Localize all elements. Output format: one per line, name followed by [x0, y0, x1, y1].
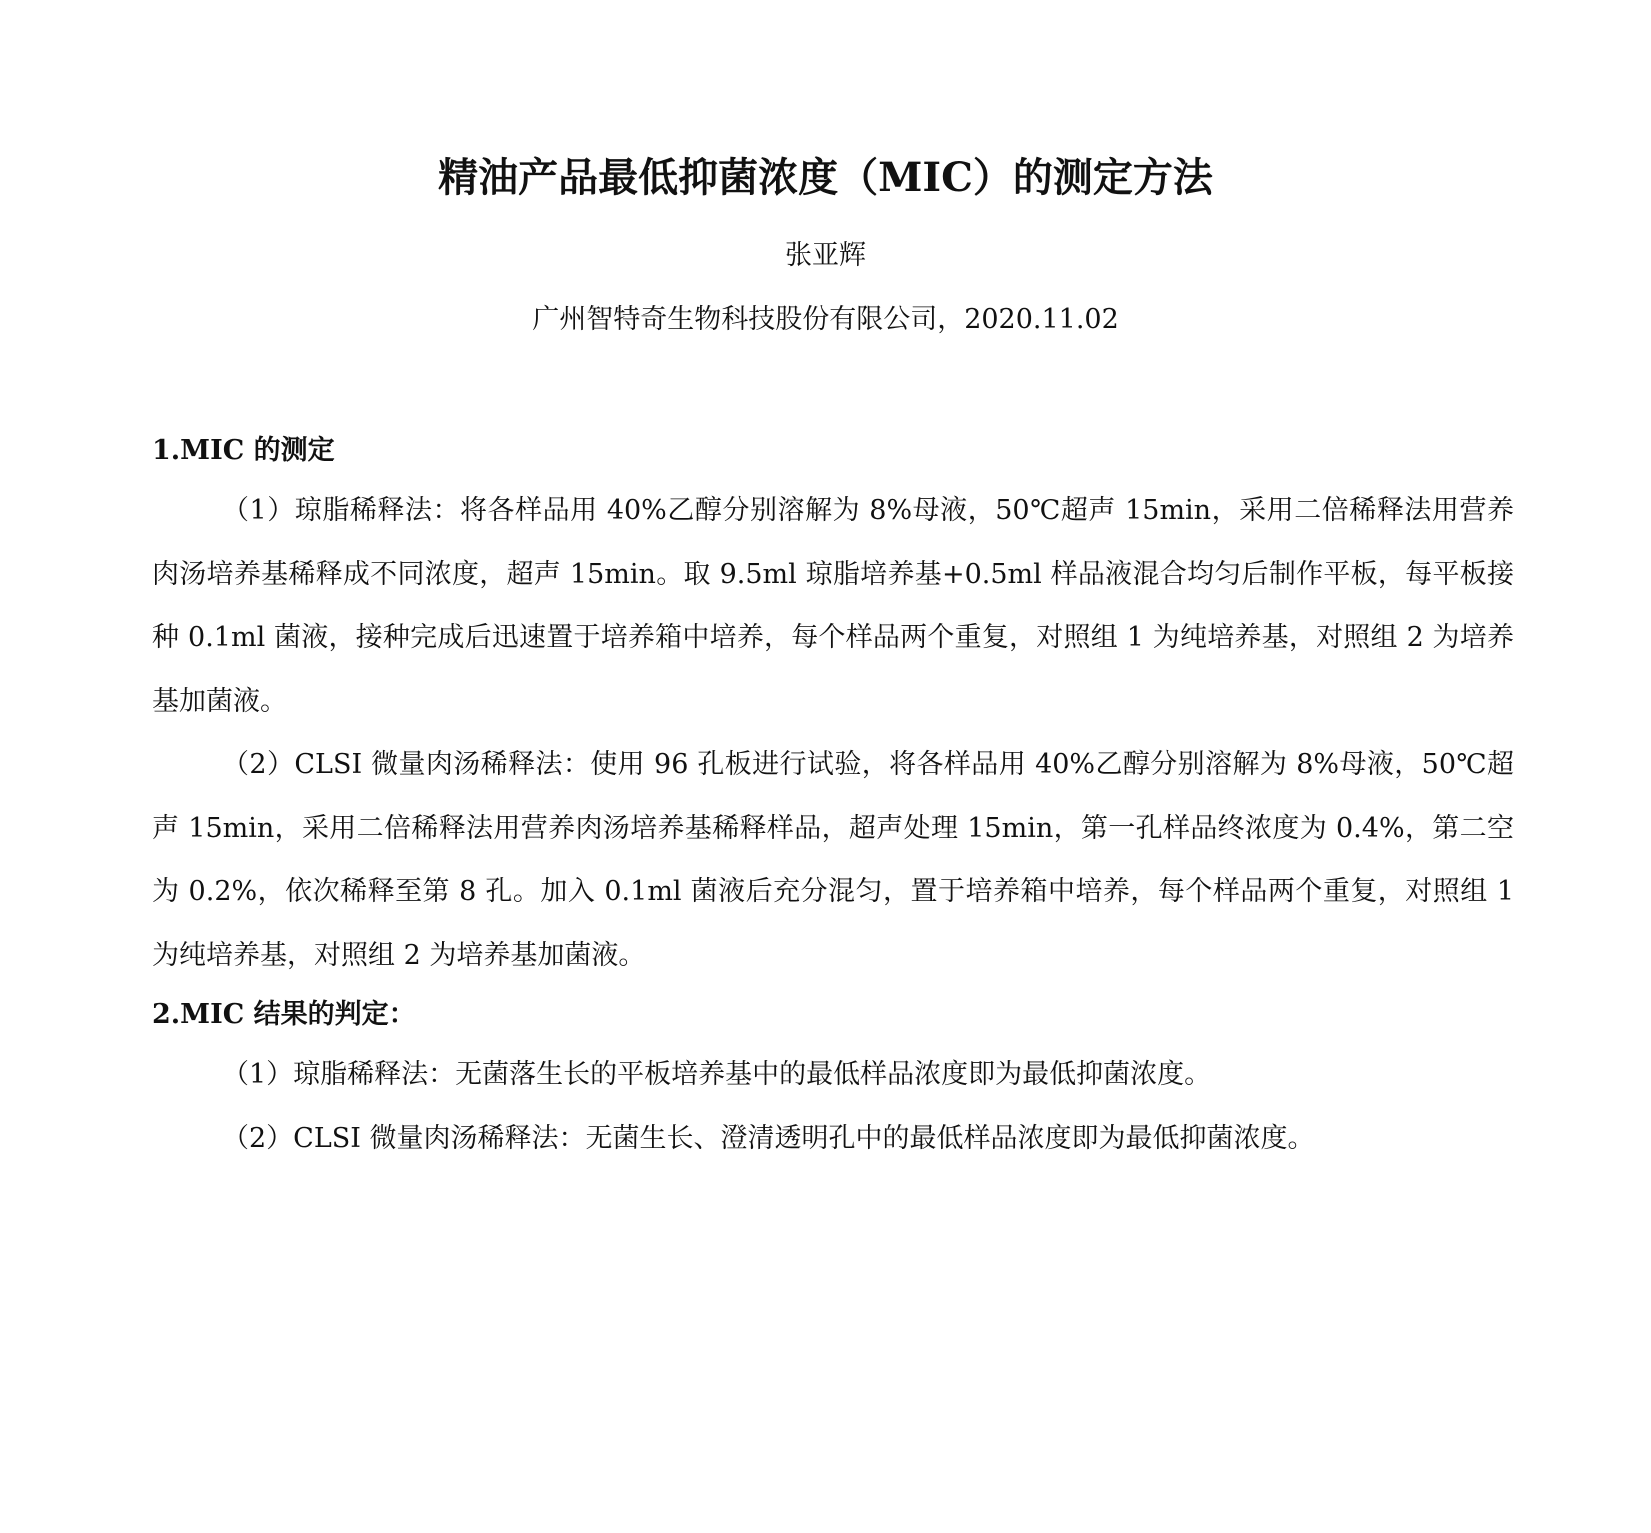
- document-author: 张亚辉: [785, 240, 866, 271]
- document-body: [152, 423, 1514, 1170]
- document-affiliation: 广州智特奇生物科技股份有限公司，2020.11.02: [532, 304, 1119, 335]
- document-title: 精油产品最低抑菌浓度（MIC）的测定方法: [438, 154, 1213, 201]
- paragraph: （1）琼脂稀释法：将各样品用 40%乙醇分别溶解为 8%母液，50℃超声 15min，采用二倍稀释法用营养肉汤培养基稀释成不同浓度，超声 15min。取 9.5ml 琼脂培养基+0.5ml 样品液混合均匀后制作平板，每平板接种 0.1ml 菌液，接种完成后迅速置于培养箱中培养，每个样品两个重复，对照组 1 为纯培养基，对照组 2 为培养基加菌液。: [152, 495, 1514, 717]
- section-heading: 2.MIC 结果的判定：: [152, 999, 416, 1030]
- paragraph: （1）琼脂稀释法：无菌落生长的平板培养基中的最低样品浓度即为最低抑菌浓度。: [222, 1059, 1212, 1090]
- paragraph: （2）CLSI 微量肉汤稀释法：无菌生长、澄清透明孔中的最低样品浓度即为最低抑菌浓度。: [222, 1122, 1315, 1154]
- paragraph: （2）CLSI 微量肉汤稀释法：使用 96 孔板进行试验，将各样品用 40%乙醇分别溶解为 8%母液，50℃超声 15min，采用二倍稀释法用营养肉汤培养基稀释样品，超声处理 15min，第一孔样品终浓度为 0.4%，第二空为 0.2%，依次稀释至第 8 孔。加入 0.1ml 菌液后充分混匀，置于培养箱中培养，每个样品两个重复，对照组 1 为纯培养基，对照组 2 为培养基加菌液。: [152, 749, 1514, 971]
- section-heading: 1.MIC 的测定: [152, 435, 335, 466]
